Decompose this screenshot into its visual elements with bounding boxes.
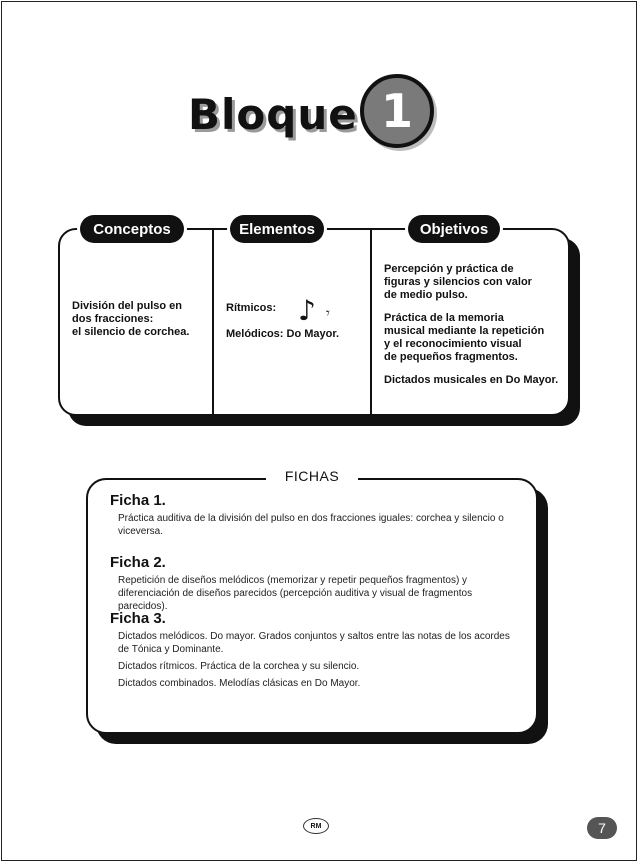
conceptos-text: [72, 300, 208, 339]
ficha-1: [110, 492, 522, 542]
ficha-description: Dictados combinados. Melodías clásicas en Do Mayor.: [118, 678, 361, 689]
objetivos-line: de pequeños fragmentos.: [384, 351, 518, 363]
objetivos-text: [384, 263, 564, 387]
ficha-3: [110, 610, 522, 694]
block-header: [0, 70, 640, 160]
objetivos-line: musical mediante la repetición: [384, 325, 545, 337]
column-divider: [370, 230, 372, 414]
objetivos-line: Dictados musicales en Do Mayor.: [384, 374, 559, 386]
conceptos-label: Conceptos: [80, 215, 184, 243]
conceptos-line: División del pulso en: [72, 300, 183, 312]
content-overview-box: [58, 220, 570, 416]
ficha-description: Repetición de diseños melódicos (memorizar y repetir pequeños fragmentos) y diferenciación de diseños parecidos (percepción auditiva y visual de fragmentos parecidos).: [118, 575, 473, 612]
eighth-note-icon: ♪: [298, 294, 316, 327]
elementos-ritmicos: Rítmicos:: [226, 302, 277, 314]
ficha-description: Dictados rítmicos. Práctica de la corchea y su silencio.: [118, 661, 360, 672]
publisher-logo: RM: [303, 818, 329, 834]
elementos-melodicos: Melódicos: Do Mayor.: [226, 328, 340, 340]
conceptos-line: dos fracciones:: [72, 313, 154, 325]
objetivos-line: de medio pulso.: [384, 289, 468, 301]
elementos-label: Elementos: [230, 215, 324, 243]
ficha-description: Dictados melódicos. Do mayor. Grados conjuntos y saltos entre las notas de los acordes de Tónica y Dominante.: [118, 631, 510, 655]
objetivos-label: Objetivos: [408, 215, 500, 243]
objetivos-line: Práctica de la memoria: [384, 312, 504, 324]
objetivos-line: y el reconocimiento visual: [384, 338, 522, 350]
ficha-title: Ficha 3.: [110, 610, 166, 627]
eighth-rest-icon: 𝄾: [325, 304, 330, 322]
ficha-title: Ficha 2.: [110, 554, 166, 571]
ficha-description: Práctica auditiva de la división del pulso en dos fracciones iguales: corchea y silencio o viceversa.: [118, 513, 504, 537]
rhythm-notation: [298, 294, 330, 327]
ficha-title: Ficha 1.: [110, 492, 166, 509]
fichas-title: FICHAS: [266, 468, 358, 490]
column-divider: [212, 230, 214, 414]
page-number: 7: [587, 817, 617, 839]
objetivos-line: Percepción y práctica de: [384, 263, 514, 275]
objetivos-line: figuras y silencios con valor: [384, 276, 532, 288]
block-number: 1: [380, 84, 413, 138]
block-number-badge: [360, 74, 434, 148]
block-title: Bloque: [188, 90, 358, 139]
conceptos-line: el silencio de corchea.: [72, 326, 190, 338]
ficha-2: [110, 554, 522, 617]
fichas-box: [86, 468, 538, 734]
